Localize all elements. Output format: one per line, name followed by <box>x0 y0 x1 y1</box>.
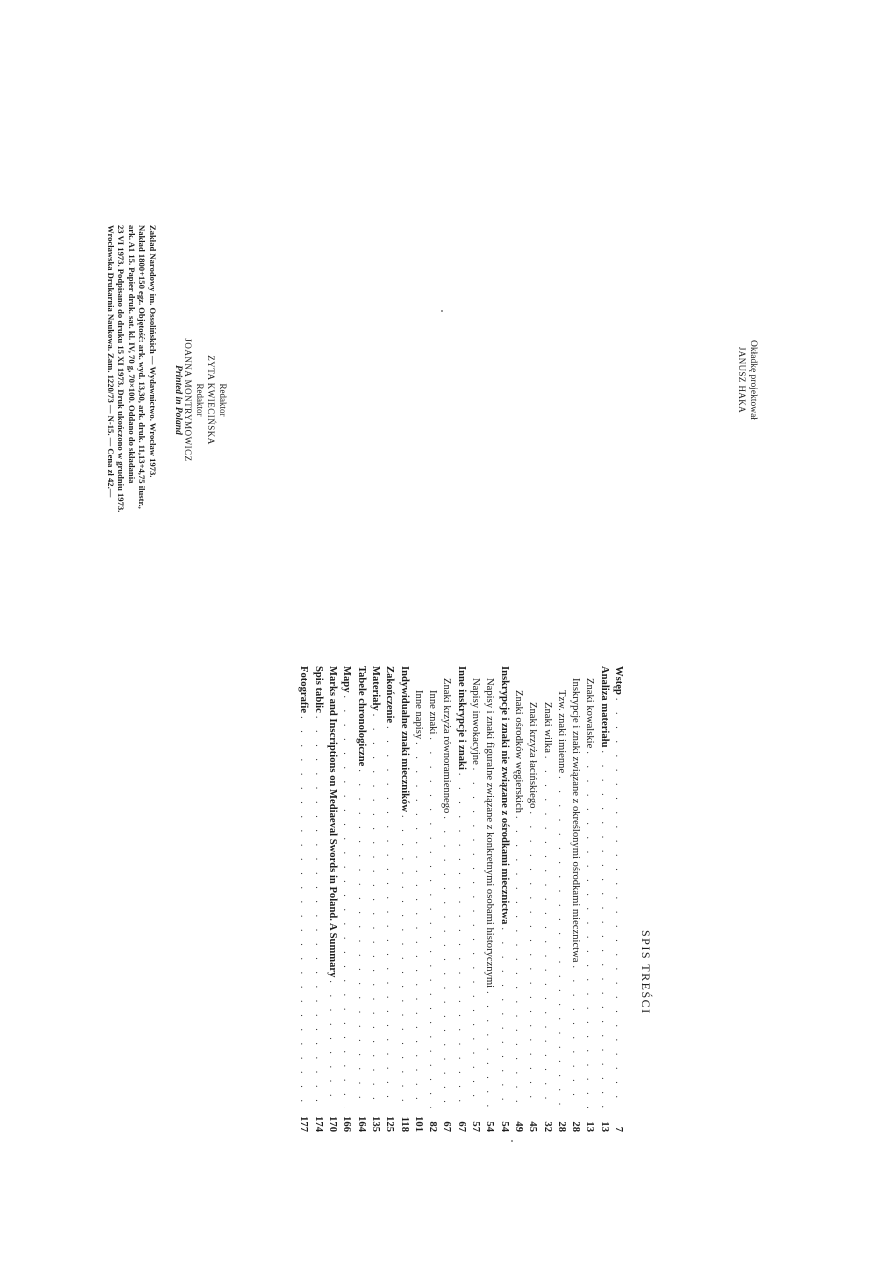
toc-entry <box>411 666 425 1132</box>
toc-entry-page: 45 <box>527 1121 539 1132</box>
toc-entry-label: Indywidualne znaki mieczników <box>398 666 410 812</box>
toc-entry-label: Tabele chronologiczne <box>355 666 367 767</box>
imprint-line: Zakład Narodowy im. Ossolińskich — Wydawnictwo. Wrocław 1973. <box>148 225 158 478</box>
toc-entry <box>468 666 482 1132</box>
toc-entry-page: 54 <box>498 1121 510 1132</box>
scan-speck <box>441 310 443 312</box>
toc-leader-dots <box>368 711 382 1108</box>
toc-entry-label: Znaki kowalskie <box>584 678 596 749</box>
toc-entry-page: 7 <box>613 1126 624 1132</box>
toc-leader-dots <box>339 692 353 1108</box>
toc-leader-dots <box>496 924 510 1108</box>
toc-entry-page: 174 <box>312 1116 324 1132</box>
toc-entry <box>325 666 339 1132</box>
toc-entry-page: 32 <box>541 1121 553 1132</box>
toc-entry-label: Znaki wilka <box>541 702 553 753</box>
toc-entry-label: Analiza materiału <box>598 666 610 748</box>
toc-leader-dots <box>411 739 425 1108</box>
toc-entry-label: Mapy <box>341 666 353 693</box>
toc-entry-page: 101 <box>412 1116 424 1132</box>
toc-entry-label: Materiały <box>369 666 381 711</box>
toc-entry-label: Inne napisy <box>412 690 424 740</box>
toc-entry-label: Znaki ośrodków węgierskich <box>512 690 524 813</box>
toc-leader-dots <box>353 766 367 1108</box>
toc-entry-page: 54 <box>484 1121 496 1132</box>
toc-leader-dots <box>468 765 482 1108</box>
toc-leader-dots <box>596 748 610 1108</box>
toc-leader-dots <box>396 812 410 1108</box>
toc-entry <box>525 666 539 1132</box>
toc-leader-dots <box>525 808 539 1108</box>
table-of-contents <box>296 666 625 1132</box>
toc-entry <box>425 666 439 1132</box>
toc-entry <box>596 666 610 1132</box>
toc-entry-label: Inskrypcje i znaki nie związane z ośrodkami miecznictwa <box>498 666 510 925</box>
toc-entry-page: 82 <box>427 1121 439 1132</box>
toc-entry <box>496 666 510 1132</box>
toc-entry-label: Napisy i znaki figuralne związane z konkretnymi osobami historycznymi <box>484 678 496 989</box>
toc-entry <box>539 666 553 1132</box>
toc-leader-dots <box>382 723 396 1108</box>
toc-entry-label: Znaki krzyża łacińskiego <box>527 702 539 809</box>
toc-entry-label: Fotografie <box>298 666 310 714</box>
toc-leader-dots <box>482 988 496 1108</box>
toc-entry <box>396 666 410 1132</box>
scan-speck <box>511 1140 513 1142</box>
toc-entry-label: Inskrypcje i znaki związane z określonymi ośrodkami miecznictwa <box>570 678 582 963</box>
toc-title: SPIS TREŚCI <box>639 930 653 1015</box>
editor-name-2: JOANNA MONTRYMOWICZ <box>183 338 194 462</box>
toc-entry <box>439 666 453 1132</box>
toc-entry-page: 118 <box>398 1116 410 1132</box>
toc-entry <box>382 666 396 1132</box>
toc-entry <box>611 666 625 1132</box>
toc-leader-dots <box>539 753 553 1108</box>
toc-entry-label: Inne inskrypcje i znaki <box>455 666 467 770</box>
toc-entry-page: 164 <box>355 1116 367 1132</box>
toc-entry-page: 57 <box>470 1121 482 1132</box>
toc-entry-page: 135 <box>369 1116 381 1132</box>
toc-entry-page: 13 <box>598 1121 610 1132</box>
toc-entry <box>339 666 353 1132</box>
editors-credit <box>182 330 228 470</box>
toc-entry-page: 170 <box>327 1116 339 1132</box>
designer-role: Okładkę projektował <box>748 340 758 420</box>
toc-leader-dots <box>511 813 525 1108</box>
toc-entry-page: 28 <box>555 1121 567 1132</box>
cover-designer-credit <box>736 340 758 420</box>
designer-name: JANUSZ HAKA <box>737 346 747 414</box>
toc-entry-page: 166 <box>341 1116 353 1132</box>
toc-entry <box>511 666 525 1132</box>
toc-leader-dots <box>611 695 625 1108</box>
editor-name-1: ZYTA KWIECIŃSKA <box>206 355 217 445</box>
editor-role-2: Redaktor <box>195 383 205 417</box>
toc-entry-label: Wstęp <box>613 666 624 695</box>
imprint-colophon <box>106 225 159 585</box>
toc-entry-label: Marks and Inscriptions on Mediaeval Swords in Poland. A Summary <box>327 666 339 978</box>
toc-leader-dots <box>554 773 568 1108</box>
toc-entry-page: 67 <box>441 1121 453 1132</box>
toc-entry <box>353 666 367 1132</box>
printed-in-poland: Printed in Poland <box>173 365 183 435</box>
toc-leader-dots <box>568 962 582 1108</box>
toc-leader-dots <box>582 748 596 1108</box>
toc-leader-dots <box>325 977 339 1108</box>
toc-entry-label: Inne znaki <box>427 690 439 735</box>
toc-entry-page: 67 <box>455 1121 467 1132</box>
toc-entry <box>296 666 310 1132</box>
editor-role-1: Redaktor <box>218 383 228 417</box>
toc-entry-label: Napisy inwokacyjne <box>470 678 482 765</box>
toc-leader-dots <box>296 713 310 1108</box>
toc-entry-page: 49 <box>512 1121 524 1132</box>
toc-entry-label: Znaki krzyża równoramiennego <box>441 678 453 814</box>
imprint-line: Nakład 1800+150 egz. Objętość: ark. wyd. 13,30, ark. druk. 11,13+4,75 ilustr., <box>137 225 148 509</box>
toc-entry-label: Zakończenie <box>384 666 396 724</box>
imprint-line: Wrocławska Drukarnia Naukowa. Zam. 1220/73 — N-15. — Cena zł 42.— <box>106 225 116 498</box>
toc-entry <box>582 666 596 1132</box>
toc-entry-label: Tzw. znaki imienne <box>555 690 567 774</box>
toc-entry <box>368 666 382 1132</box>
toc-entry <box>554 666 568 1132</box>
toc-entry-page: 125 <box>384 1116 396 1132</box>
toc-entry-page: 13 <box>584 1121 596 1132</box>
toc-entry <box>453 666 467 1132</box>
toc-leader-dots <box>310 713 324 1108</box>
toc-leader-dots <box>439 813 453 1108</box>
imprint-line: 23 VI 1973. Podpisano do druku 15 XI 1973. Druk ukończono w grudniu 1973. <box>116 225 127 513</box>
toc-entry-page: 28 <box>570 1121 582 1132</box>
toc-leader-dots <box>425 734 439 1108</box>
toc-entry <box>310 666 324 1132</box>
toc-entry-label: Spis tablic <box>312 666 324 713</box>
toc-leader-dots <box>453 770 467 1108</box>
imprint-line: ark. A1 15. Papier druk. sat. kl. IV, 70 g, 70×100. Oddano do składania <box>127 225 137 484</box>
toc-entry <box>482 666 496 1132</box>
toc-entry <box>568 666 582 1132</box>
toc-entry-page: 177 <box>298 1116 310 1132</box>
